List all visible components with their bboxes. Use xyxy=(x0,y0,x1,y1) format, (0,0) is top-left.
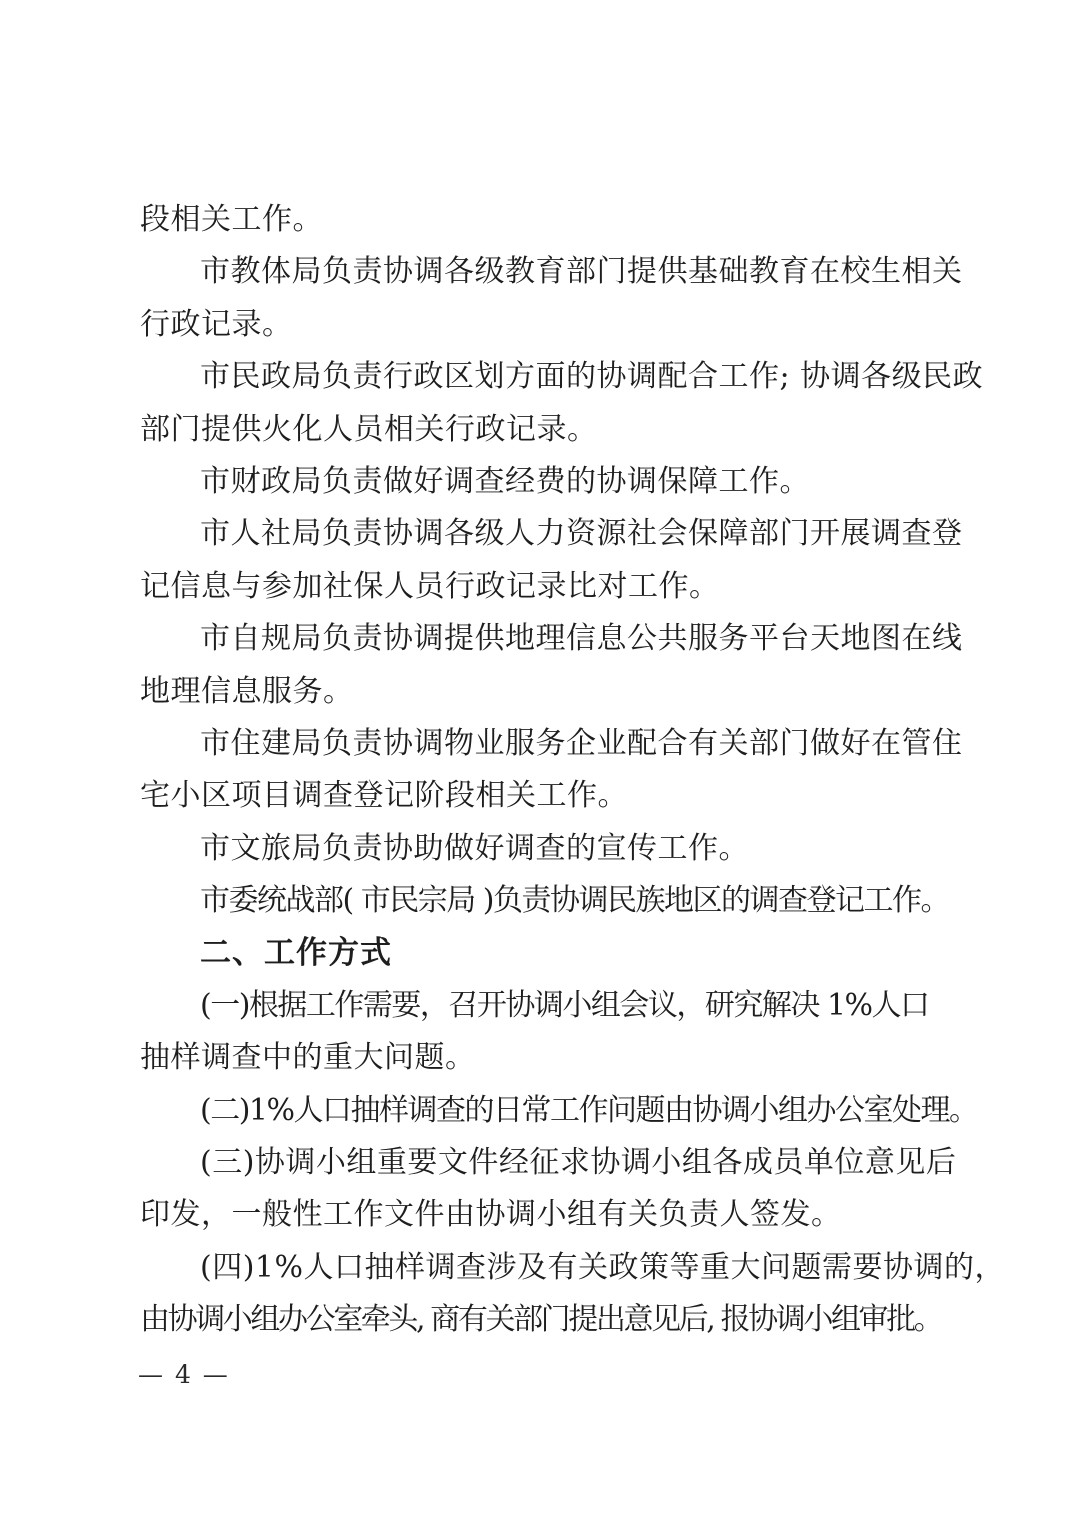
text-line: 市委统战部( 市民宗局 )负责协调民族地区的调查登记工作。 xyxy=(200,883,949,919)
text-line: 市财政局负责做好调查经费的协调保障工作。 xyxy=(200,463,810,499)
text-line: 地理信息服务。 xyxy=(140,673,354,709)
text-line: 记信息与参加社保人员行政记录比对工作。 xyxy=(140,568,720,604)
text-line: 市自规局负责协调提供地理信息公共服务平台天地图在线 xyxy=(200,621,963,657)
text-line: 抽样调查中的重大问题。 xyxy=(140,1040,476,1076)
text-line: 市住建局负责协调物业服务企业配合有关部门做好在管住 xyxy=(200,725,963,761)
text-line: 市教体局负责协调各级教育部门提供基础教育在校生相关 xyxy=(200,254,963,290)
text-line: 部门提供火化人员相关行政记录。 xyxy=(140,411,598,447)
text-line: 市文旅局负责协助做好调查的宣传工作。 xyxy=(200,830,749,866)
text-line: 宅小区项目调查登记阶段相关工作。 xyxy=(140,778,628,814)
text-line: 由协调小组办公室牵头, 商有关部门提出意见后, 报协调小组审批。 xyxy=(140,1302,942,1338)
section-heading: 二、工作方式 xyxy=(200,935,392,972)
text-line: 段相关工作。 xyxy=(140,202,323,237)
text-line: (四)1%人口抽样调查涉及有关政策等重大问题需要协调的， xyxy=(200,1249,1006,1285)
page-number: — 4 — xyxy=(138,1360,230,1389)
text-line: 行政记录。 xyxy=(140,306,293,342)
text-line: 市民政局负责行政区划方面的协调配合工作; 协调各级民政 xyxy=(200,359,984,395)
text-line: 市人社局负责协调各级人力资源社会保障部门开展调查登 xyxy=(200,516,963,552)
text-line: 印发，一般性工作文件由协调小组有关负责人签发。 xyxy=(140,1197,842,1233)
text-line: (三)协调小组重要文件经征求协调小组各成员单位意见后 xyxy=(200,1145,957,1181)
text-line: (一)根据工作需要，召开协调小组会议，研究解决 1%人口 xyxy=(200,987,929,1023)
text-line: (二)1%人口抽样调查的日常工作问题由协调小组办公室处理。 xyxy=(200,1092,978,1128)
document-text-block xyxy=(140,194,1006,1347)
